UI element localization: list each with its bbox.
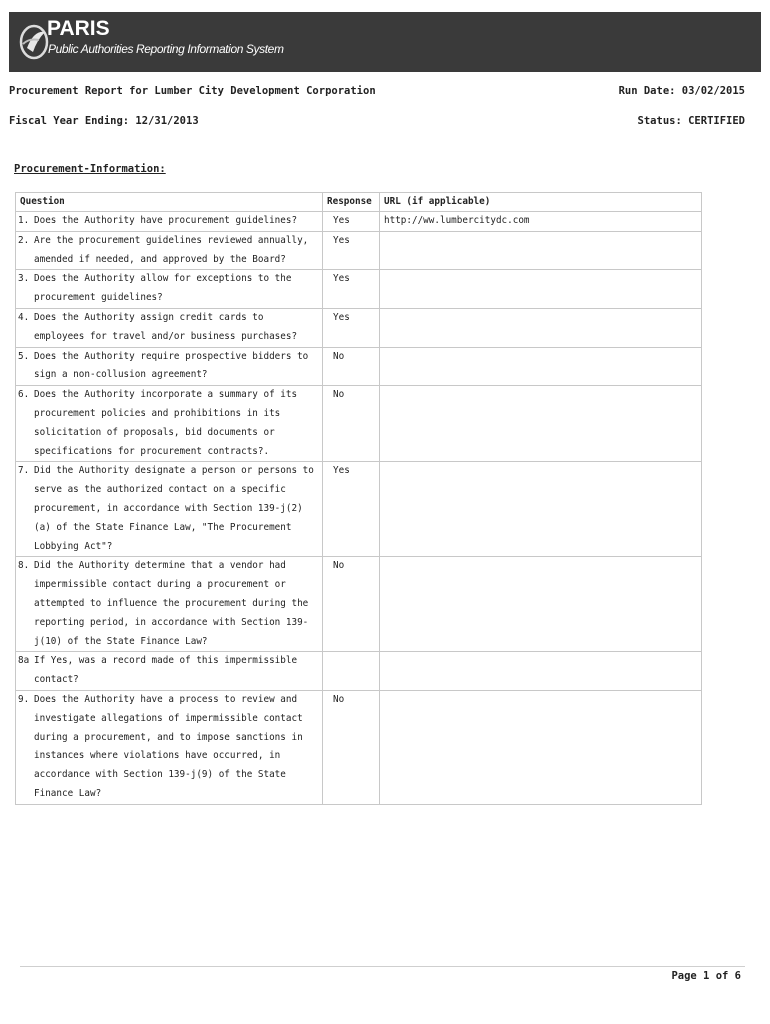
table-row	[16, 557, 702, 652]
question-number: 1.	[18, 215, 30, 226]
question-number: 3.	[18, 273, 30, 285]
url-cell	[380, 462, 702, 557]
response-cell: No	[323, 557, 380, 652]
url-cell	[380, 386, 702, 462]
question-cell	[16, 308, 323, 347]
url-cell	[380, 690, 702, 804]
question-text: Did the Authority determine that a vendor had impermissible contact during a procurement or attempted to influence the procurement during the reporting period, in accordance with Section 139-j(10) of the State Finance Law?	[34, 560, 309, 647]
question-cell	[16, 347, 323, 386]
column-header: URL (if applicable)	[380, 193, 702, 212]
run-date: Run Date: 03/02/2015	[618, 85, 745, 97]
footer-divider	[20, 966, 745, 967]
question-number: 8a	[18, 655, 30, 667]
question-cell	[16, 231, 323, 270]
question-cell	[16, 270, 323, 309]
response-cell: Yes	[323, 308, 380, 347]
response-cell	[323, 652, 380, 691]
table-row	[16, 462, 702, 557]
url-cell	[380, 347, 702, 386]
url-cell: http://ww.lumbercitydc.com	[380, 212, 702, 232]
url-cell	[380, 652, 702, 691]
question-text: Are the procurement guidelines reviewed annually, amended if needed, and approved by the Board?	[34, 234, 309, 265]
question-text: Does the Authority require prospective bidders to sign a non-collusion agreement?	[34, 350, 309, 381]
question-cell	[16, 652, 323, 691]
table-row	[16, 652, 702, 691]
response-cell: Yes	[323, 462, 380, 557]
column-header: Response	[323, 193, 380, 212]
logo-subtitle: Public Authorities Reporting Information System	[48, 42, 284, 56]
table-row	[16, 386, 702, 462]
question-text: If Yes, was a record made of this impermissible contact?	[34, 655, 298, 686]
question-text: Does the Authority have a process to review and investigate allegations of impermissible contact during a procurement, and to impose sanctions in instances where violations have occurred, in accordance with Section 139-j(9) of the State Finance Law?	[34, 693, 303, 799]
table-row	[16, 212, 702, 232]
paris-banner	[9, 12, 761, 72]
response-cell: No	[323, 386, 380, 462]
question-number: 4.	[18, 311, 30, 323]
question-number: 9.	[18, 693, 30, 705]
table-row	[16, 690, 702, 804]
question-text: Does the Authority assign credit cards to employees for travel and/or business purchases?	[34, 311, 298, 342]
question-text: Does the Authority allow for exceptions to the procurement guidelines?	[34, 273, 292, 304]
question-number: 7.	[18, 465, 30, 477]
table-row	[16, 231, 702, 270]
response-cell: Yes	[323, 231, 380, 270]
question-number: 8.	[18, 560, 30, 572]
response-cell: Yes	[323, 212, 380, 232]
response-cell: No	[323, 347, 380, 386]
section-title: Procurement-Information:	[14, 163, 166, 175]
question-number: 5.	[18, 350, 30, 362]
status: Status: CERTIFIED	[637, 115, 745, 127]
question-cell	[16, 690, 323, 804]
question-text: Does the Authority incorporate a summary of its procurement policies and prohibitions in its solicitation of proposals, bid documents or specifications for procurement contracts?.	[34, 389, 298, 457]
url-cell	[380, 308, 702, 347]
question-cell	[16, 462, 323, 557]
question-number: 6.	[18, 389, 30, 401]
table-header-row	[16, 193, 702, 212]
table-row	[16, 347, 702, 386]
procurement-table	[15, 192, 702, 805]
url-cell	[380, 270, 702, 309]
report-title: Procurement Report for Lumber City Development Corporation	[9, 85, 376, 97]
question-cell	[16, 557, 323, 652]
column-header: Question	[16, 193, 323, 212]
question-cell	[16, 212, 323, 232]
question-text: Does the Authority have procurement guidelines?	[34, 215, 298, 226]
question-cell	[16, 386, 323, 462]
response-cell: Yes	[323, 270, 380, 309]
url-cell	[380, 231, 702, 270]
question-number: 2.	[18, 234, 30, 246]
question-text: Did the Authority designate a person or persons to serve as the authorized contact on a specific procurement, in accordance with Section 139-j(2)(a) of the State Finance Law, "The Procurement Lobbying Act"?	[34, 465, 314, 552]
url-cell	[380, 557, 702, 652]
logo-title: PARIS	[47, 17, 110, 40]
response-cell: No	[323, 690, 380, 804]
page-number: Page 1 of 6	[671, 970, 741, 982]
table-row	[16, 308, 702, 347]
fiscal-year: Fiscal Year Ending: 12/31/2013	[9, 115, 199, 127]
table-row	[16, 270, 702, 309]
